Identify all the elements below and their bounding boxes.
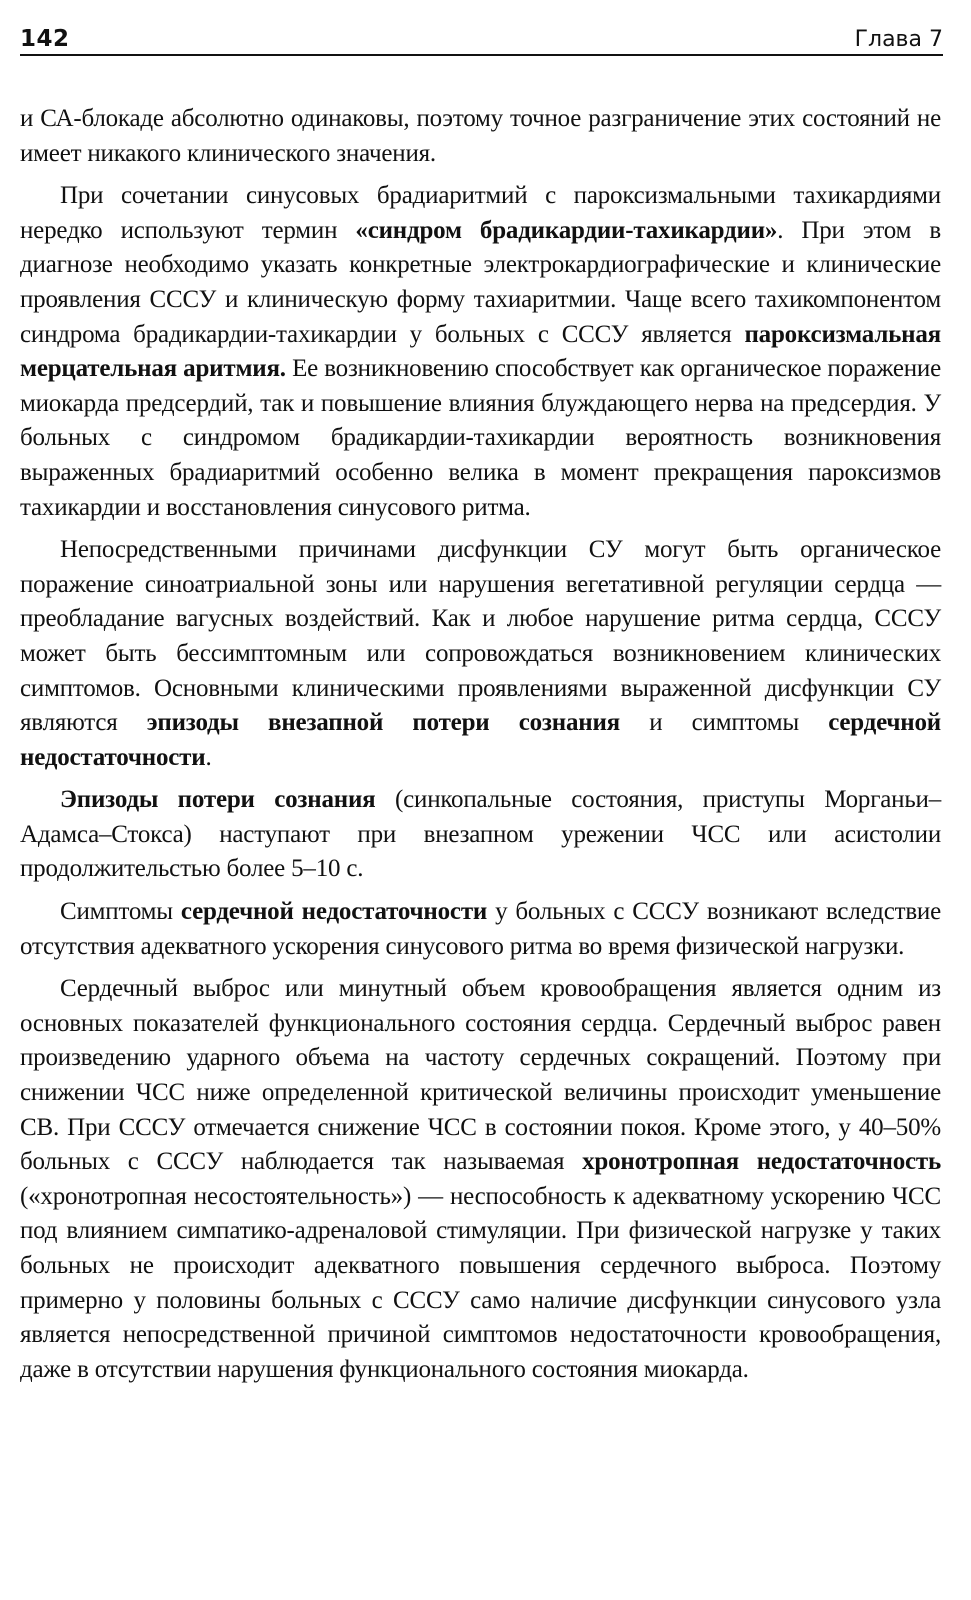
paragraph xyxy=(20,895,941,964)
bold-term: «синдром брадикардии-тахикардии» xyxy=(355,216,778,244)
text-run: При сочетании синусовых брадиаритмий с пароксизмальными тахикардиями нередко используют термин xyxy=(20,182,941,244)
bold-term: сердечной недостаточности xyxy=(20,709,942,771)
text-run: . При этом в диагнозе необходимо указать конкретные электрокардиографические и клинические проявления СССУ и клиническую форму тахиаритмии. Чаще всего тахикомпонентом синдрома брадикардии-тахикардии у больных с СССУ является xyxy=(20,216,941,348)
text-run: Сердечный выброс или минутный объем кровообращения является одним из основных показателей функционального состояния сердца. Сердечный выброс равен произведению ударного объема на частоту сердечных сокращений. Поэтому при снижении ЧСС ниже определенной критической величины происходит уменьшение СВ. При СССУ отмечается снижение ЧСС в состоянии покоя. Кроме этого, у 40–50% больных с СССУ наблюдается так называемая xyxy=(20,975,941,1176)
bold-term: сердечной недостаточности xyxy=(180,898,488,926)
chapter-title: Глава 7 xyxy=(854,27,943,52)
paragraph xyxy=(20,179,941,525)
paragraph xyxy=(20,533,941,775)
bold-term: Эпизоды потери сознания xyxy=(60,786,376,814)
paragraph xyxy=(20,102,941,171)
running-header xyxy=(20,20,943,56)
text-run: («хронотропная несостоятельность») — неспособность к адекватному ускорению ЧСС под влиянием симпатико-адреналовой стимуляции. При физической нагрузке у таких больных не происходит адекватного повышения сердечного выброса. Поэтому примерно у половины больных с СССУ само наличие дисфункции синусового узла является непосредственной причиной симптомов недостаточности кровообращения, даже в отсутствии нарушения функционального состояния миокарда. xyxy=(20,1182,941,1383)
bold-term: пароксизмальная мерцательная аритмия. xyxy=(20,320,941,383)
text-run: (синкопальные состояния, приступы Морганьи–Адамса–Стокса) наступают при внезапном урежении ЧСС или асистолии продолжительстью более 5–10 с. xyxy=(20,786,942,883)
page-number: 142 xyxy=(20,26,70,52)
text-run: Непосредственными причинами дисфункции СУ могут быть органическое поражение синоатриальной зоны или нарушения вегетативной регуляции сердца — преобладание вагусных воздействий. Как и любое нарушение ритма сердца, СССУ может быть бессимптомным или сопровождаться возникновением клинических симптомов. Основными клиническими проявлениями выраженной дисфункции СУ являются xyxy=(20,536,941,737)
text-run: и симптомы xyxy=(620,709,829,737)
text-run: и СА-блокаде абсолютно одинаковы, поэтому точное разграничение этих состояний не имеет никакого клинического значения. xyxy=(20,105,941,167)
text-run: у больных с СССУ возникают вследствие отсутствия адекватного ускорения синусового ритма во время физической нагрузки. xyxy=(20,898,941,960)
paragraph xyxy=(20,783,941,887)
bold-term: эпизоды внезапной потери сознания xyxy=(146,709,620,737)
text-run: Ее возникновению способствует как органическое поражение миокарда предсердий, так и повышение влияния блуждающего нерва на предсердия. У больных с синдромом брадикардии-тахикардии вероятность возникновения выраженных брадиаритмий особенно велика в момент прекращения пароксизмов тахикардии и восстановления синусового ритма. xyxy=(20,355,941,521)
text-run: . xyxy=(205,743,212,771)
text-run: Симптомы xyxy=(60,898,181,926)
body-text xyxy=(20,102,941,1387)
paragraph xyxy=(20,972,941,1387)
bold-term: хронотропная недостаточность xyxy=(582,1148,941,1176)
